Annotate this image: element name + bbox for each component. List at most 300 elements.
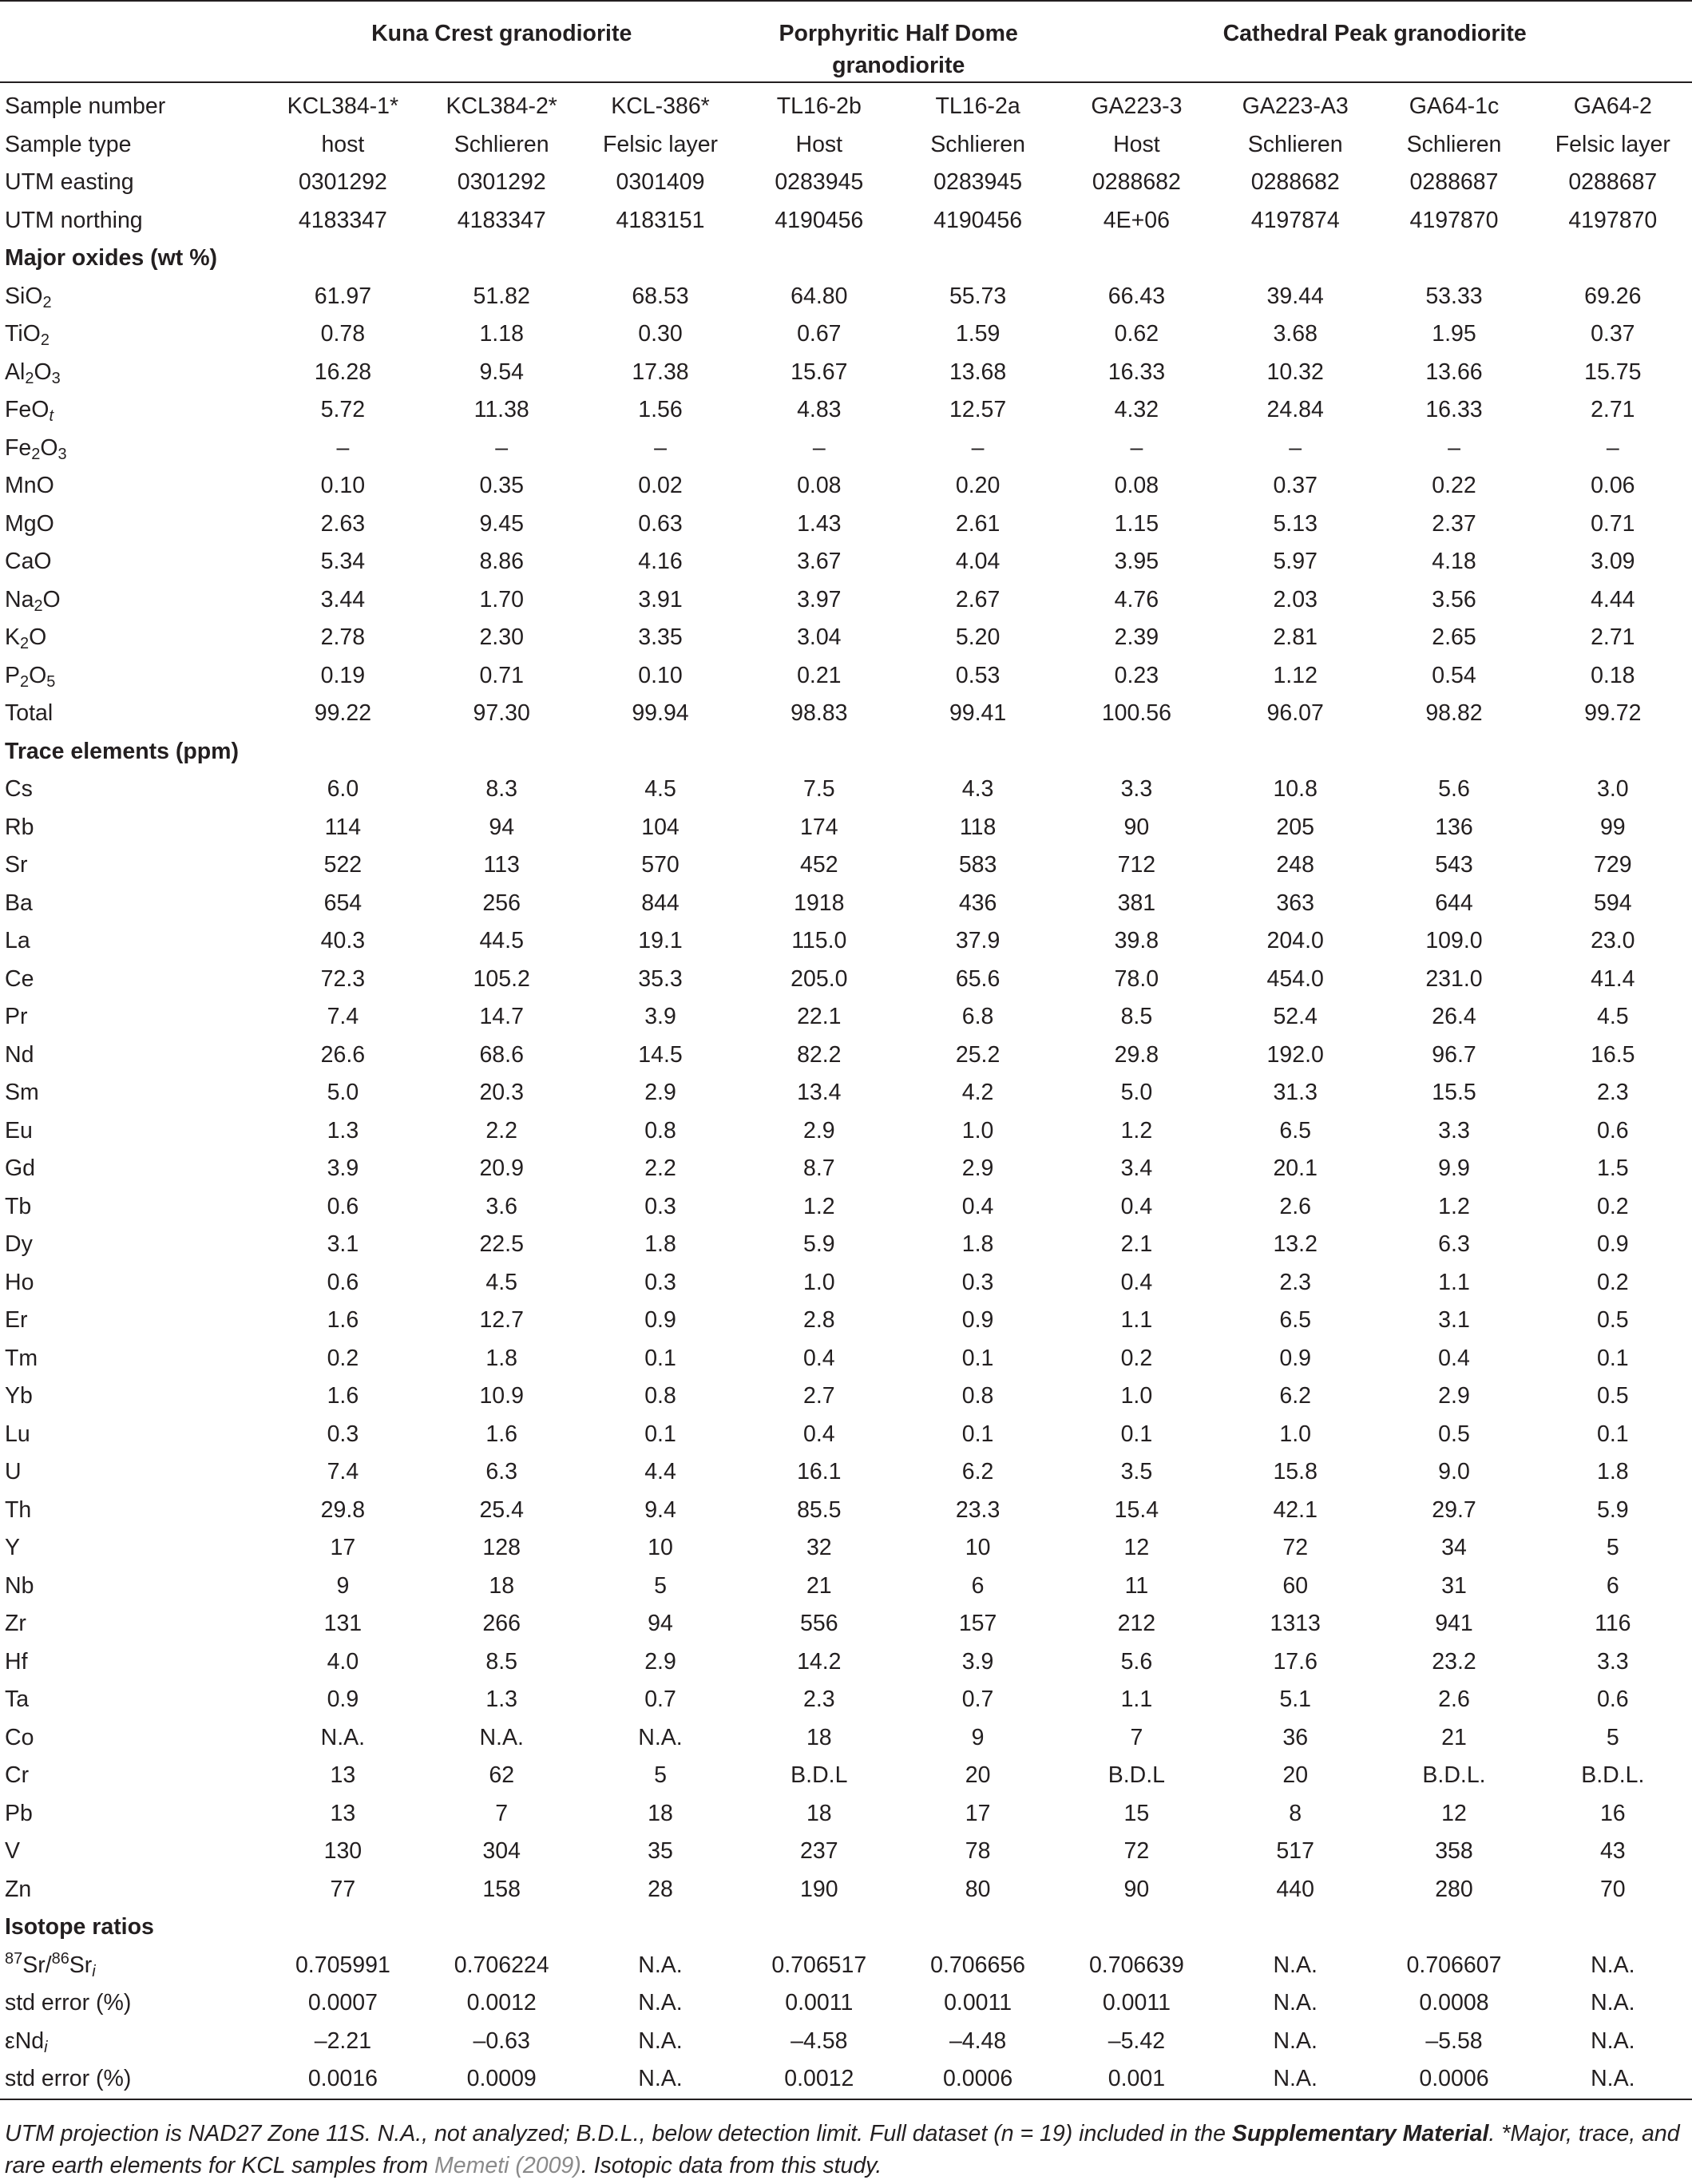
table-cell: 0.8 <box>644 1117 676 1144</box>
table-cell: 9.54 <box>479 359 524 385</box>
label-part: t <box>49 406 53 425</box>
row-label: Pr <box>5 1004 28 1029</box>
table-row <box>0 1568 1692 1606</box>
row-label: Zr <box>5 1611 26 1636</box>
table-row <box>0 1037 1692 1075</box>
table-cell: 130 <box>323 1838 363 1864</box>
table-cell: 4183347 <box>298 207 387 233</box>
table-cell: 204.0 <box>1266 928 1324 953</box>
table-cell: N.A. <box>1591 1952 1635 1978</box>
table-cell: 14.5 <box>638 1041 683 1068</box>
table-cell: 2.63 <box>320 510 366 537</box>
table-cell: 32 <box>806 1535 832 1560</box>
table-cell: 61.97 <box>314 283 372 309</box>
table-cell: 85.5 <box>797 1496 842 1523</box>
table-cell: 5.6 <box>1120 1648 1153 1675</box>
table-cell: 42.1 <box>1273 1496 1318 1523</box>
table-cell: 0.6 <box>327 1269 359 1295</box>
table-row <box>0 1529 1692 1568</box>
table-row <box>0 1681 1692 1719</box>
row-label <box>0 430 264 468</box>
row-label: Y <box>5 1535 21 1560</box>
table-cell: 0301409 <box>616 169 705 195</box>
row-label: Sample type <box>5 131 132 157</box>
table-cell: 7.4 <box>327 1004 359 1029</box>
table-cell: 90 <box>1123 1876 1150 1902</box>
table-cell: 15.8 <box>1273 1459 1318 1484</box>
table-cell: 3.56 <box>1432 586 1476 612</box>
table-cell: 2.9 <box>644 1080 676 1105</box>
table-cell: 0.02 <box>638 473 683 498</box>
table-cell: 4183347 <box>457 207 546 233</box>
table-cell: 6 <box>971 1572 985 1599</box>
table-cell: 25.2 <box>955 1041 1001 1068</box>
row-label: Dy <box>5 1231 33 1257</box>
table-row <box>0 1074 1692 1112</box>
table-cell: 4.2 <box>961 1080 994 1105</box>
table-cell: 96.7 <box>1432 1041 1476 1068</box>
table-cell: – <box>812 434 826 461</box>
table-cell: 11.38 <box>474 397 529 422</box>
table-cell: 41.4 <box>1591 965 1635 992</box>
table-cell: 0.0011 <box>785 1990 854 2016</box>
table-cell: 0.37 <box>1591 321 1635 347</box>
table-cell: 2.2 <box>485 1117 517 1144</box>
table-cell: 114 <box>324 814 362 840</box>
table-cell: 440 <box>1276 1876 1314 1902</box>
table-cell: 0.0006 <box>943 2066 1013 2091</box>
table-cell: 109.0 <box>1425 928 1483 953</box>
table-cell: 4190456 <box>933 207 1023 233</box>
label-part: 2 <box>25 369 34 387</box>
table-row <box>0 1302 1692 1340</box>
table-cell: 21 <box>806 1572 832 1599</box>
table-cell: 13.66 <box>1425 359 1483 385</box>
table-cell: 0.5 <box>1597 1383 1629 1409</box>
label-part: Na <box>5 586 34 612</box>
table-cell: 6.0 <box>327 776 359 802</box>
table-cell: 517 <box>1276 1838 1314 1864</box>
table-cell: 556 <box>800 1611 838 1636</box>
table-cell: 3.09 <box>1591 549 1635 574</box>
table-cell: 15.5 <box>1432 1080 1476 1105</box>
table-cell: 9 <box>336 1572 350 1599</box>
table-cell: 844 <box>641 890 680 916</box>
table-cell: 0.6 <box>1597 1117 1629 1144</box>
table-cell: 0301292 <box>457 169 546 195</box>
table-cell: 8.5 <box>485 1648 517 1675</box>
table-cell: 21 <box>1441 1724 1467 1750</box>
table-cell: 0.23 <box>1114 662 1159 688</box>
table-cell: 0.0008 <box>1419 1990 1489 2016</box>
table-cell: N.A. <box>638 1990 683 2016</box>
table-cell: 4197874 <box>1250 207 1340 233</box>
label-part: 3 <box>51 369 61 387</box>
table-cell: 0.19 <box>320 662 366 688</box>
table-cell: 0.6 <box>327 1193 359 1219</box>
table-cell: 248 <box>1276 852 1314 878</box>
table-cell: 0.706656 <box>930 1952 1026 1978</box>
table-cell: 0.18 <box>1591 662 1635 688</box>
table-cell: N.A. <box>1273 1990 1318 2016</box>
row-label: std error (%) <box>5 1990 132 2016</box>
supplementary-material-link[interactable]: Supplementary Material <box>1231 2121 1489 2146</box>
table-row <box>0 1643 1692 1682</box>
row-label: Rb <box>5 814 34 840</box>
label-part: O <box>29 624 47 650</box>
table-cell: 78.0 <box>1114 965 1159 992</box>
row-label: Yb <box>5 1383 33 1409</box>
table-cell: 0.7 <box>961 1687 994 1712</box>
table-cell: 0.5 <box>1597 1307 1629 1333</box>
table-cell: 5.1 <box>1279 1687 1311 1712</box>
table-cell: 70 <box>1599 1876 1626 1902</box>
table-cell: 90 <box>1123 814 1150 840</box>
table-cell: 2.9 <box>644 1648 676 1675</box>
group-header-kuna-crest: Kuna Crest granodiorite <box>371 21 632 46</box>
table-cell: 15.75 <box>1584 359 1642 385</box>
table-cell: 16.33 <box>1108 359 1166 385</box>
table-cell: 22.5 <box>479 1231 524 1257</box>
table-row <box>0 1112 1692 1151</box>
row-label: Total <box>5 700 53 726</box>
table-cell: 13 <box>330 1762 356 1788</box>
table-cell: 20.3 <box>479 1080 524 1105</box>
table-cell: 0.4 <box>1438 1345 1470 1371</box>
table-cell: 3.9 <box>327 1155 359 1181</box>
table-cell: 452 <box>800 852 838 878</box>
table-cell: 0.1 <box>1120 1421 1153 1447</box>
table-cell: 12.57 <box>949 397 1007 422</box>
table-cell: 68.53 <box>632 283 689 309</box>
table-row <box>0 1833 1692 1871</box>
row-label: Sm <box>5 1080 39 1105</box>
table-cell: 4.04 <box>955 549 1001 574</box>
table-row <box>0 1719 1692 1758</box>
table-cell: 0.7 <box>644 1687 676 1712</box>
table-cell: 116 <box>1595 1611 1631 1636</box>
table-cell: 1.1 <box>1438 1269 1470 1295</box>
table-cell: 4.5 <box>644 776 676 802</box>
table-row <box>0 1795 1692 1833</box>
table-cell: 644 <box>1435 890 1473 916</box>
table-cell: 0.4 <box>802 1421 835 1447</box>
table-cell: 0.53 <box>955 662 1001 688</box>
table-cell: 1.8 <box>1597 1459 1629 1484</box>
table-cell: 0.2 <box>327 1345 359 1371</box>
table-row <box>0 543 1692 581</box>
table-cell: 12.7 <box>479 1307 524 1333</box>
group-header-empty <box>0 1 264 82</box>
table-cell: 0283945 <box>933 169 1023 195</box>
table-row <box>0 354 1692 392</box>
table-cell: 2.3 <box>802 1687 835 1712</box>
table-cell: 10.8 <box>1273 776 1318 802</box>
table-cell: 10.9 <box>479 1383 524 1409</box>
table-cell: 0.1 <box>1597 1345 1629 1371</box>
table-cell: 60 <box>1282 1572 1309 1599</box>
row-label: Ba <box>5 890 33 916</box>
table-cell: 2.8 <box>802 1307 835 1333</box>
table-cell: 8.3 <box>485 776 517 802</box>
table-cell: 39.8 <box>1114 928 1159 953</box>
row-label: std error (%) <box>5 2066 132 2091</box>
table-cell: 570 <box>641 852 680 878</box>
row-label: Nd <box>5 1041 34 1068</box>
table-cell: – <box>1448 434 1460 461</box>
table-cell: 158 <box>482 1876 521 1902</box>
group-header-cathedral-peak: Cathedral Peak granodiorite <box>1222 21 1527 46</box>
table-cell: 4183151 <box>616 207 705 233</box>
table-cell: 0.0006 <box>1419 2066 1489 2091</box>
table-cell: 7 <box>495 1800 509 1826</box>
label-part: O <box>29 662 47 688</box>
table-cell: 1.1 <box>1120 1687 1153 1712</box>
table-cell: 0288687 <box>1568 169 1658 195</box>
table-cell: 2.81 <box>1273 624 1318 650</box>
row-label <box>0 2023 264 2061</box>
table-cell: TL16-2a <box>935 93 1020 119</box>
table-cell: 3.9 <box>644 1004 676 1029</box>
label-part: FeO <box>5 397 50 422</box>
table-row <box>0 1188 1692 1227</box>
table-cell: 20.9 <box>479 1155 524 1181</box>
table-cell: 16.28 <box>314 359 372 385</box>
table-cell: 1.0 <box>1279 1421 1311 1447</box>
row-label: Eu <box>5 1117 33 1144</box>
table-cell: N.A. <box>1273 2027 1318 2054</box>
table-cell: 1.59 <box>955 321 1001 347</box>
table-cell: 0.3 <box>961 1269 994 1295</box>
table-cell: 9.0 <box>1438 1459 1470 1484</box>
table-cell: 0.9 <box>644 1307 676 1333</box>
table-cell: 0283945 <box>775 169 864 195</box>
table-cell: 13.2 <box>1273 1231 1318 1257</box>
table-cell: 31.3 <box>1273 1080 1318 1105</box>
table-cell: 10 <box>965 1535 991 1560</box>
row-label: Cr <box>5 1762 30 1788</box>
table-row <box>0 467 1692 505</box>
table-cell: 5 <box>1606 1724 1619 1750</box>
table-cell: 10.32 <box>1266 359 1324 385</box>
table-cell: 5.97 <box>1273 549 1318 574</box>
table-cell: 3.44 <box>320 586 366 612</box>
table-cell: 280 <box>1435 1876 1473 1902</box>
table-cell: 1.1 <box>1120 1307 1153 1333</box>
table-cell: 3.1 <box>327 1231 359 1257</box>
table-cell: 2.3 <box>1279 1269 1311 1295</box>
table-cell: 136 <box>1435 814 1473 840</box>
table-cell: 0.08 <box>797 473 842 498</box>
table-cell: 1.8 <box>961 1231 994 1257</box>
table-cell: 0288687 <box>1409 169 1499 195</box>
table-cell: GA64-2 <box>1573 93 1652 119</box>
table-row <box>0 505 1692 544</box>
table-cell: 99.22 <box>314 700 372 726</box>
table-row <box>0 430 1692 468</box>
table-cell: 0.705991 <box>295 1952 390 1978</box>
table-cell: 4.76 <box>1114 586 1159 612</box>
table-cell: 5 <box>654 1762 667 1788</box>
table-cell: 9 <box>971 1724 985 1750</box>
label-part: O <box>42 586 61 612</box>
table-cell: 0.62 <box>1114 321 1159 347</box>
table-cell: 6.5 <box>1279 1307 1311 1333</box>
table-cell: 14.2 <box>797 1648 842 1675</box>
table-cell: 0.1 <box>644 1345 676 1371</box>
table-row <box>0 809 1692 847</box>
table-cell: 53.33 <box>1425 283 1483 309</box>
row-label: Er <box>5 1307 28 1333</box>
table-row <box>0 1453 1692 1492</box>
table-cell: 23.0 <box>1591 928 1635 953</box>
section-title: Major oxides (wt %) <box>5 245 218 271</box>
table-cell: KCL384-2* <box>446 93 557 119</box>
table-cell: 4.5 <box>485 1269 517 1295</box>
table-cell: Schlieren <box>1247 131 1343 157</box>
table-row <box>0 1264 1692 1302</box>
table-cell: 436 <box>958 890 997 916</box>
table-cell: N.A. <box>638 1952 683 1978</box>
row-label: Tm <box>5 1345 38 1371</box>
table-cell: 17.6 <box>1273 1648 1318 1675</box>
table-cell: KCL-386* <box>611 93 710 119</box>
table-cell: 0.0016 <box>307 2066 378 2091</box>
table-row <box>0 998 1692 1037</box>
table-cell: 0.706517 <box>771 1952 867 1978</box>
section-title: Isotope ratios <box>5 1914 154 1940</box>
table-cell: 1.12 <box>1273 662 1318 688</box>
table-cell: 1313 <box>1270 1611 1321 1636</box>
table-cell: 99.41 <box>949 700 1007 726</box>
table-cell: 0.0012 <box>784 2066 854 2091</box>
table-cell: 9.9 <box>1438 1155 1470 1181</box>
table-cell: 358 <box>1435 1838 1473 1864</box>
table-cell: 0.706607 <box>1406 1952 1502 1978</box>
table-cell: 20 <box>965 1762 991 1788</box>
table-cell: 16 <box>1599 1800 1626 1826</box>
table-cell: 0.20 <box>955 473 1001 498</box>
table-cell: 94 <box>648 1611 673 1636</box>
table-cell: 4.44 <box>1591 586 1635 612</box>
table-cell: 29.8 <box>1114 1041 1159 1068</box>
table-cell: 118 <box>959 814 997 840</box>
row-label: La <box>5 928 30 953</box>
table-cell: 3.67 <box>797 549 842 574</box>
table-cell: 583 <box>958 852 997 878</box>
header-row <box>0 164 1692 202</box>
table-cell: 381 <box>1117 890 1156 916</box>
table-cell: 4.3 <box>961 776 994 802</box>
table-cell: 1.3 <box>485 1687 517 1712</box>
table-cell: 1.2 <box>1120 1117 1153 1144</box>
table-cell: 729 <box>1594 852 1632 878</box>
table-cell: 1.3 <box>327 1117 359 1144</box>
table-cell: Felsic layer <box>602 131 719 157</box>
table-cell: 65.6 <box>955 965 1001 992</box>
table-cell: 16.1 <box>797 1459 842 1484</box>
table-cell: 72 <box>1123 1838 1150 1864</box>
table-cell: –5.58 <box>1425 2027 1483 2054</box>
table-cell: 52.4 <box>1273 1004 1318 1029</box>
table-cell: N.A. <box>1591 2066 1635 2091</box>
table-cell: 1.5 <box>1597 1155 1629 1181</box>
row-label <box>0 1947 264 1985</box>
table-cell: 15.67 <box>791 359 848 385</box>
table-cell: 5.9 <box>802 1231 835 1257</box>
table-cell: 43 <box>1599 1838 1626 1864</box>
row-label <box>0 657 264 696</box>
table-cell: 3.3 <box>1120 776 1153 802</box>
table-cell: 0.08 <box>1114 473 1159 498</box>
section-header-row <box>0 733 1692 771</box>
table-cell: 0.4 <box>1120 1193 1153 1219</box>
table-cell: 28 <box>648 1876 673 1902</box>
table-cell: 2.7 <box>802 1383 835 1409</box>
table-cell: 18 <box>806 1724 832 1750</box>
row-label <box>0 391 264 430</box>
table-cell: 3.4 <box>1120 1155 1153 1181</box>
citation-link[interactable]: Memeti (2009) <box>434 2153 581 2178</box>
table-cell: –2.21 <box>314 2027 372 2054</box>
table-cell: 1.0 <box>961 1117 994 1144</box>
table-cell: 9.45 <box>479 510 524 537</box>
table-cell: 0.3 <box>644 1269 676 1295</box>
row-label: Co <box>5 1724 34 1750</box>
table-cell: 44.5 <box>479 928 524 953</box>
table-cell: Schlieren <box>930 131 1026 157</box>
table-cell: Host <box>1113 131 1160 157</box>
label-part: O <box>40 434 58 461</box>
table-cell: Host <box>795 131 843 157</box>
table-cell: 37.9 <box>955 928 1001 953</box>
row-label: Ce <box>5 965 34 992</box>
table-cell: 3.6 <box>485 1193 517 1219</box>
table-cell: 5.34 <box>320 549 366 574</box>
table-cell: 20.1 <box>1273 1155 1318 1181</box>
footnote-line-2: rare earth elements for KCL samples from Memeti (2009). Isotopic data from this study. <box>5 2153 882 2178</box>
table-cell: 0.71 <box>479 662 524 688</box>
table-cell: 2.3 <box>1597 1080 1629 1105</box>
table-cell: 5.13 <box>1273 510 1318 537</box>
table-cell: Felsic layer <box>1555 131 1670 157</box>
table-cell: 23.3 <box>955 1496 1001 1523</box>
table-cell: 2.30 <box>479 624 524 650</box>
table-cell: 5.72 <box>320 397 366 422</box>
table-cell: 266 <box>482 1611 521 1636</box>
table-row <box>0 391 1692 430</box>
table-cell: 4.0 <box>327 1648 359 1675</box>
table-row <box>0 695 1692 733</box>
label-part: 2 <box>31 445 41 463</box>
table-cell: 98.83 <box>791 700 848 726</box>
table-row <box>0 846 1692 885</box>
table-cell: 26.6 <box>320 1041 366 1068</box>
table-cell: 3.9 <box>961 1648 994 1675</box>
table-cell: 4197870 <box>1568 207 1658 233</box>
row-label: Th <box>5 1496 32 1523</box>
table-cell: 0.78 <box>320 321 366 347</box>
table-cell: 36 <box>1282 1724 1309 1750</box>
table-row <box>0 1416 1692 1454</box>
row-label: Hf <box>5 1648 28 1675</box>
table-cell: 7.4 <box>327 1459 359 1484</box>
table-cell: – <box>654 434 667 461</box>
table-cell: 2.6 <box>1279 1193 1311 1219</box>
table-row <box>0 1947 1692 1985</box>
table-cell: 22.1 <box>797 1004 842 1029</box>
table-cell: 17 <box>330 1535 356 1560</box>
